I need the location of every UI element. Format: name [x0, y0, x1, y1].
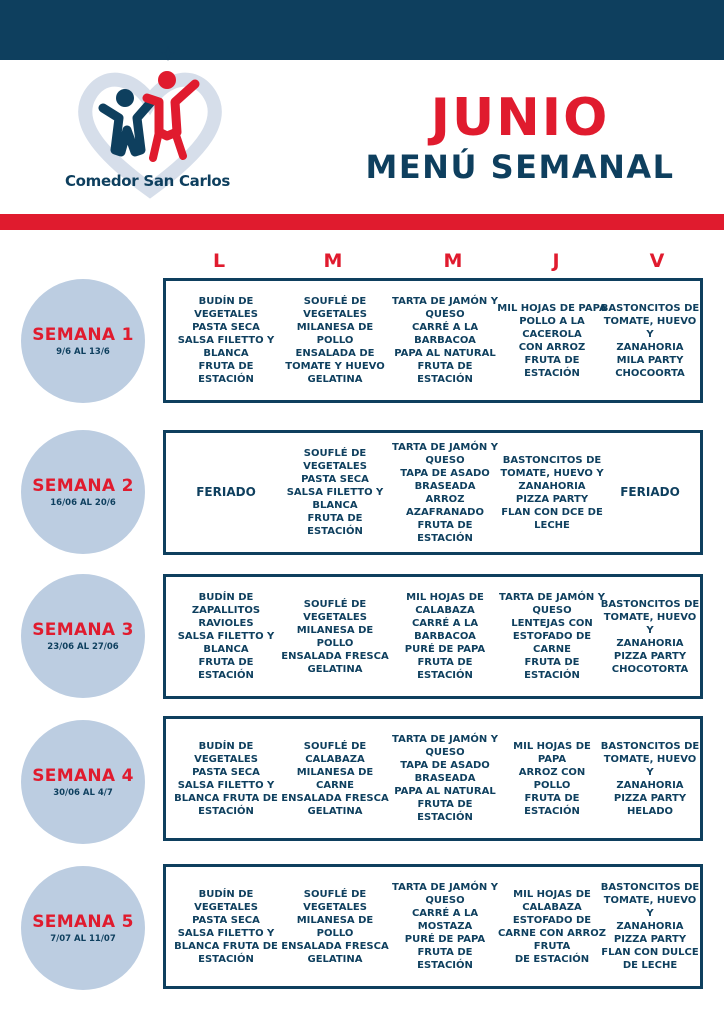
menu-line: MILANESA DE	[296, 624, 374, 636]
menu-line: FRUTA DE ESTACIÓN	[524, 354, 580, 379]
menu-line: ESTACIÓN	[198, 805, 254, 817]
menu-line: POLLO	[316, 335, 354, 346]
week-menu-box-1	[163, 278, 703, 403]
menu-line: ENSALADA FRESCA	[281, 940, 389, 952]
menu-cell-viernes	[600, 577, 700, 696]
menu-line: GELATINA	[307, 663, 363, 675]
menu-cell-lunes	[170, 719, 282, 838]
menu-line: TOMATE, HUEVO Y	[603, 895, 697, 919]
menu-line: CACEROLA	[522, 328, 582, 340]
week-dates: 9/6 AL 13/6	[56, 347, 110, 357]
menu-line: TARTA DE JAMÓN Y	[392, 882, 498, 893]
menu-line: CARRÉ A LA	[411, 322, 479, 333]
menu-line: MILANESA DE	[296, 914, 374, 926]
menu-line: BRASEADA	[414, 773, 476, 784]
week-badge-1	[21, 279, 145, 403]
menu-line: PIZZA PARTY	[613, 650, 687, 662]
menu-cell-martes	[278, 867, 392, 986]
menu-line: QUESO	[425, 895, 465, 906]
menu-line: VEGETALES	[303, 901, 367, 913]
week-dates: 16/06 AL 20/6	[50, 498, 116, 508]
menu-line: ENSALADA FRESCA	[281, 650, 389, 662]
week-badge-3	[21, 574, 145, 698]
menu-line: SOUFLÉ DE	[303, 296, 367, 307]
menu-line: BASTONCITOS DE	[502, 454, 602, 466]
brand-name: Comedor San Carlos	[64, 172, 231, 190]
menu-line: POLLO	[316, 637, 354, 649]
menu-line: DE ESTACIÓN	[514, 953, 590, 965]
menu-line: ZANAHORIA	[616, 637, 684, 649]
menu-cell-lunes	[170, 281, 282, 400]
menu-cell-lunes	[170, 867, 282, 986]
menu-cell-miercoles	[388, 577, 502, 696]
menu-cell-lunes	[170, 577, 282, 696]
menu-line: CALABAZA	[415, 605, 475, 616]
menu-line: CHOCOORTA	[615, 367, 685, 379]
menu-cell-jueves	[496, 867, 608, 986]
menu-line: PASTA SECA	[301, 474, 369, 485]
menu-cell-viernes	[600, 719, 700, 838]
menu-line: ZANAHORIA	[616, 341, 684, 353]
menu-line: SOUFLÉ DE	[303, 740, 367, 752]
menu-cell-miercoles	[388, 433, 502, 552]
menu-line: PAPA	[537, 753, 567, 765]
week-badge-4	[21, 720, 145, 844]
menu-line: POLLO A LA	[519, 315, 585, 327]
menu-line: MOSTAZA	[417, 921, 473, 932]
menu-line: TOMATE, HUEVO Y	[603, 611, 697, 636]
menu-line: FRUTA DE	[524, 792, 580, 804]
menu-line: QUESO	[425, 747, 465, 758]
menu-line: ENSALADA FRESCA	[281, 792, 389, 804]
menu-line: VEGETALES	[303, 611, 367, 623]
menu-line: SOUFLÉ DE	[303, 448, 367, 459]
menu-cell-lunes	[170, 433, 282, 552]
menu-cell-martes	[278, 433, 392, 552]
menu-line: RAVIOLES	[198, 618, 254, 629]
menu-line: VEGETALES	[194, 901, 258, 913]
menu-line: ARROZ	[425, 493, 465, 505]
menu-line: VEGETALES	[303, 461, 367, 472]
week-label: SEMANA 5	[32, 912, 134, 932]
menu-line: FERIADO	[620, 485, 680, 499]
menu-line: CON ARROZ	[518, 341, 586, 353]
menu-line: POLLO	[316, 927, 354, 939]
menu-line: FRUTA DE	[198, 361, 254, 372]
red-divider	[0, 214, 724, 230]
menu-line: SALSA FILETTO Y	[286, 487, 384, 498]
menu-cell-miercoles	[388, 719, 502, 838]
menu-line: SALSA FILETTO Y	[177, 631, 275, 642]
menu-line: BRASEADA	[414, 480, 476, 492]
menu-line: BLANCA	[312, 500, 358, 511]
menu-cell-miercoles	[388, 867, 502, 986]
menu-line: FRUTA DE	[307, 513, 363, 524]
menu-line: FRUTA DE	[198, 657, 254, 668]
week-menu-box-5	[163, 864, 703, 989]
menu-line: PASTA SECA	[192, 766, 260, 778]
week-dates: 7/07 AL 11/07	[50, 934, 116, 944]
menu-line: PASTA SECA	[192, 322, 260, 333]
menu-line: MIL HOJAS DE	[513, 740, 591, 752]
menu-line: AZAFRANADO	[406, 506, 484, 518]
menu-line: CARRÉ A LA	[411, 908, 479, 919]
menu-line: MILANESA DE	[296, 322, 374, 333]
menu-line: BUDÍN DE	[198, 888, 254, 900]
menu-line: ESTACIÓN	[198, 670, 254, 681]
menu-cell-martes	[278, 719, 392, 838]
menu-line: ENSALADA DE	[295, 348, 375, 359]
day-header-lunes: L	[212, 250, 226, 272]
menu-cell-jueves	[496, 577, 608, 696]
week-label: SEMANA 4	[32, 766, 134, 786]
menu-line: VEGETALES	[303, 309, 367, 320]
menu-line: SALSA FILETTO Y	[177, 779, 275, 791]
menu-line: CALABAZA	[305, 753, 365, 765]
menu-line: TOMATE, HUEVO Y	[603, 315, 697, 340]
day-header-viernes: V	[649, 250, 665, 272]
menu-cell-jueves	[496, 281, 608, 400]
menu-line: BASTONCITOS DE	[600, 740, 700, 752]
menu-line: ARROZ CON	[518, 766, 586, 778]
menu-line: PIZZA PARTY	[515, 493, 589, 505]
menu-cell-viernes	[600, 433, 700, 552]
menu-line: MIL HOJAS DE PAPA	[497, 302, 607, 314]
week-menu-box-3	[163, 574, 703, 699]
menu-line: VEGETALES	[194, 309, 258, 320]
menu-line: FRUTA DE ESTACIÓN	[417, 519, 473, 544]
menu-line: BLANCA	[203, 348, 249, 359]
menu-line: FRUTA DE ESTACIÓN	[417, 657, 473, 681]
menu-cell-miercoles	[388, 281, 502, 400]
menu-line: ZANAHORIA	[616, 779, 684, 791]
menu-line: LENTEJAS CON	[511, 618, 593, 629]
day-header-miercoles: M	[443, 250, 463, 272]
menu-line: MIL HOJAS DE	[513, 888, 591, 900]
menu-line: FRUTA DE ESTACIÓN	[417, 361, 473, 385]
menu-line: GELATINA	[307, 805, 363, 817]
menu-line: MILA PARTY	[616, 354, 684, 366]
menu-line: ESTACIÓN	[198, 374, 254, 385]
menu-line: TARTA DE JAMÓN Y	[392, 296, 498, 307]
menu-line: ESTACIÓN	[524, 805, 580, 817]
menu-line: ESTACIÓN	[307, 526, 363, 537]
menu-line: BLANCA	[203, 644, 249, 655]
menu-line: POLLO	[533, 779, 571, 791]
menu-line: CALABAZA	[522, 901, 582, 913]
menu-line: TAPA DE ASADO	[400, 467, 490, 479]
menu-line: FRUTA DE ESTACIÓN	[417, 799, 473, 823]
menu-line: QUESO	[425, 309, 465, 320]
menu-subtitle: MENÚ SEMANAL	[365, 148, 675, 186]
menu-line: GELATINA	[307, 953, 363, 965]
week-menu-box-4	[163, 716, 703, 841]
menu-line: SALSA FILETTO Y	[177, 927, 275, 939]
menu-line: BLANCA FRUTA DE	[174, 792, 278, 804]
menu-line: MIL HOJAS DE	[406, 592, 484, 603]
menu-cell-jueves	[496, 433, 608, 552]
menu-line: QUESO	[425, 454, 465, 466]
menu-line: FERIADO	[196, 485, 256, 499]
menu-cell-jueves	[496, 719, 608, 838]
menu-line: CARNE	[316, 779, 354, 791]
menu-line: FLAN CON DULCE	[601, 947, 699, 958]
menu-line: PIZZA PARTY	[613, 934, 687, 945]
menu-line: BASTONCITOS DE	[600, 302, 700, 314]
menu-line: TARTA DE JAMÓN Y	[392, 441, 498, 453]
menu-line: BARBACOA	[414, 631, 476, 642]
menu-line: ZANAHORIA	[616, 921, 684, 932]
week-label: SEMANA 3	[32, 620, 134, 640]
day-header-jueves: J	[552, 250, 560, 272]
menu-line: QUESO	[532, 605, 572, 616]
menu-line: CARNE	[533, 644, 571, 655]
week-dates: 23/06 AL 27/06	[47, 642, 119, 652]
menu-line: CHOCOTORTA	[611, 663, 689, 675]
menu-line: CARNE CON ARROZ	[497, 927, 607, 939]
week-badge-2	[21, 430, 145, 554]
menu-line: TAPA DE ASADO	[400, 760, 490, 771]
menu-line: MILANESA DE	[296, 766, 374, 778]
menu-line: PURÉ DE PAPA	[404, 934, 486, 945]
menu-line: DE LECHE	[622, 960, 678, 971]
menu-line: ESTOFADO DE	[512, 631, 592, 642]
menu-line: FLAN CON DCE DE	[501, 506, 603, 518]
menu-line: BARBACOA	[414, 335, 476, 346]
menu-line: TOMATE, HUEVO Y	[500, 467, 604, 479]
menu-line: BLANCA FRUTA DE	[174, 940, 278, 952]
menu-line: FRUTA DE ESTACIÓN	[524, 657, 580, 681]
menu-line: ZAPALLITOS	[191, 605, 261, 616]
menu-line: ZANAHORIA	[518, 480, 586, 492]
menu-line: TOMATE, HUEVO Y	[603, 753, 697, 778]
menu-cell-viernes	[600, 281, 700, 400]
menu-line: SOUFLÉ DE	[303, 598, 367, 610]
menu-line: FRUTA	[533, 940, 571, 952]
menu-line: ESTACIÓN	[198, 953, 254, 965]
menu-line: PIZZA PARTY	[613, 792, 687, 804]
week-menu-box-2	[163, 430, 703, 555]
menu-line: BUDÍN DE	[198, 296, 254, 307]
menu-line: CARRÉ A LA	[411, 618, 479, 629]
menu-line: TARTA DE JAMÓN Y	[499, 592, 605, 603]
week-dates: 30/06 AL 4/7	[53, 788, 113, 798]
menu-line: FRUTA DE ESTACIÓN	[417, 947, 473, 971]
month-title: JUNIO	[430, 88, 610, 148]
week-label: SEMANA 2	[32, 476, 134, 496]
menu-line: BUDÍN DE	[198, 740, 254, 752]
menu-line: LECHE	[534, 519, 570, 531]
week-badge-5	[21, 866, 145, 990]
menu-line: PAPA AL NATURAL	[394, 786, 496, 797]
menu-cell-martes	[278, 281, 392, 400]
menu-line: PURÉ DE PAPA	[404, 644, 486, 655]
menu-cell-viernes	[600, 867, 700, 986]
menu-line: TOMATE Y HUEVO	[285, 361, 385, 372]
menu-line: PAPA AL NATURAL	[394, 348, 496, 359]
menu-line: SOUFLÉ DE	[303, 888, 367, 900]
menu-line: TARTA DE JAMÓN Y	[392, 734, 498, 745]
menu-line: PASTA SECA	[192, 914, 260, 926]
menu-line: ESTOFADO DE	[512, 914, 592, 926]
menu-line: GELATINA	[307, 374, 363, 385]
menu-line: BASTONCITOS DE	[600, 598, 700, 610]
week-label: SEMANA 1	[32, 325, 134, 345]
menu-line: SALSA FILETTO Y	[177, 335, 275, 346]
menu-line: VEGETALES	[194, 753, 258, 765]
menu-line: HELADO	[626, 805, 674, 817]
day-header-martes: M	[323, 250, 343, 272]
menu-line: BUDÍN DE	[198, 592, 254, 603]
menu-line: BASTONCITOS DE	[600, 882, 700, 893]
menu-cell-martes	[278, 577, 392, 696]
